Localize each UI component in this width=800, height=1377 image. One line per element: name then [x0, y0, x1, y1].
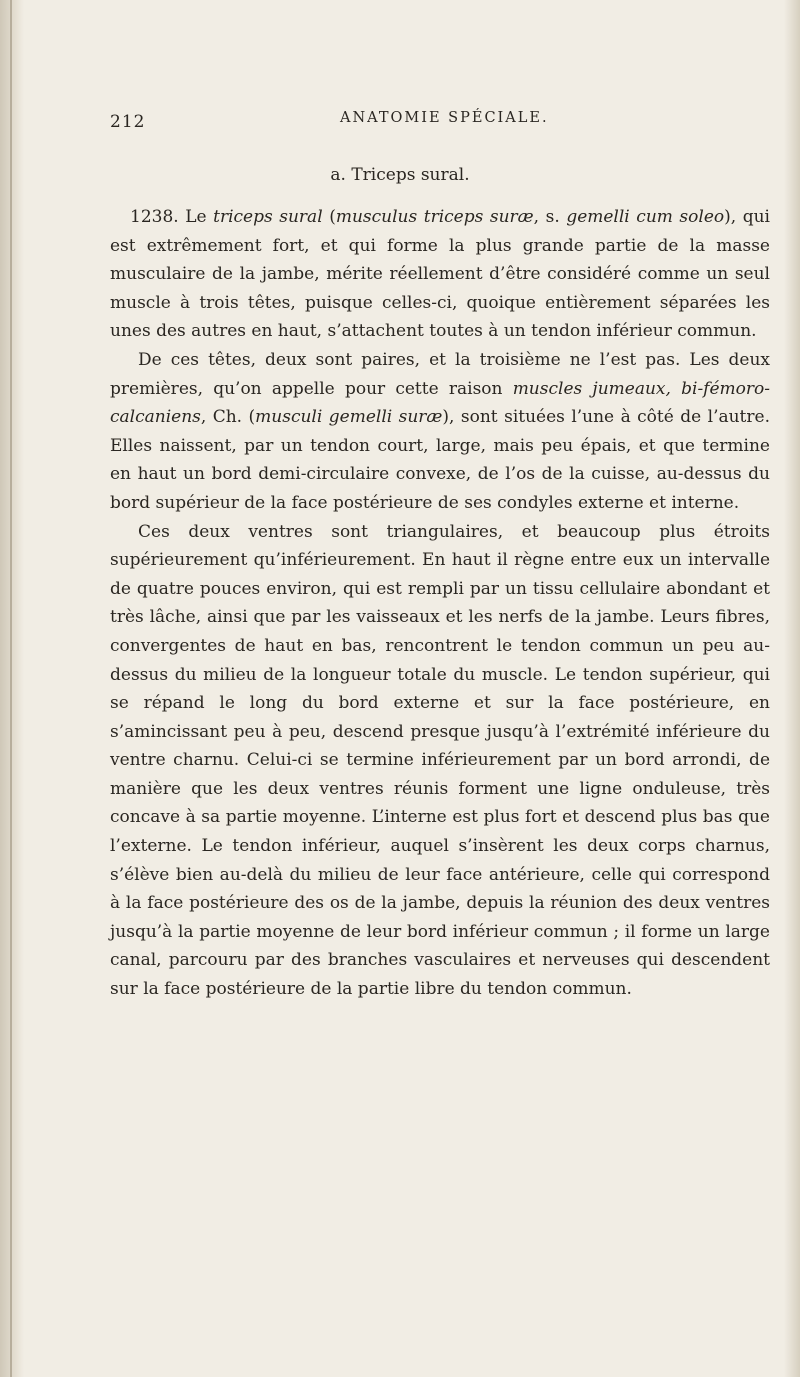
page-right-edge	[784, 0, 800, 1377]
body-text	[110, 203, 770, 1004]
latin-term: gemelli cum soleo	[566, 207, 725, 227]
paragraph-number: 1238.	[130, 207, 179, 227]
page-binding-edge	[0, 0, 24, 1377]
paragraph-1238: 1238. Le triceps sural (musculus triceps suræ, s. gemelli cum soleo), qui est extrêmement fort, et qui forme la plus grande partie de la masse musculaire de la jambe, mérite réellement d’être considéré comme un seul muscle à trois têtes, puisque celles-ci, quoique entièrement séparées les unes des autres en haut, s’attachent toutes à un tendon inférieur commun.	[110, 207, 770, 342]
gutter-shadow	[10, 0, 12, 1377]
paragraph-bellies: Ces deux ventres sont triangulaires, et beaucoup plus étroits supérieurement qu’inférieurement. En haut il règne entre eux un intervalle de quatre pouces environ, qui est rempli par un tissu cellulaire abondant et très lâche, ainsi que par les vaisseaux et les nerfs de la jambe. Leurs fibres, convergentes de haut en bas, rencontrent le tendon commun un peu au-dessus du milieu de la longueur totale du muscle. Le tendon supérieur, qui se répand le long du bord externe et sur la face postérieure, en s’amincissant peu à peu, descend presque jusqu’à l’extrémité inférieure du ventre charnu. Celui-ci se termine inférieurement par un bord arrondi, de manière que les deux ventres réunis forment une ligne onduleuse, très concave à sa partie moyenne. L’interne est plus fort et descend plus bas que l’externe. Le tendon inférieur, auquel s’insèrent les deux corps charnus, s’élève bien au-delà du milieu de leur face antérieure, celle qui correspond à la face postérieure des os de la jambe, depuis la réunion des deux ventres jusqu’à la partie moyenne de leur bord inférieur commun ; il forme un large canal, parcouru par des branches vasculaires et nerveuses qui descendent sur la face postérieure de la partie libre du tendon commun.	[110, 521, 770, 1000]
running-head: ANATOMIE SPÉCIALE.	[340, 110, 549, 126]
paragraph-heads: De ces têtes, deux sont paires, et la troisième ne l’est pas. Les deux premières, qu’on appelle pour cette raison muscles jumeaux, bi-fémoro-calcaniens, Ch. (musculi gemelli suræ), sont situées l’une à côté de l’autre. Elles naissent, par un tendon court, large, mais peu épais, et que termine en haut un bord demi-circulaire convexe, de l’os de la cuisse, au-dessus du bord supérieur de la face postérieure de ses condyles externe et interne.	[110, 349, 770, 513]
latin-term: musculus triceps suræ	[335, 207, 534, 227]
latin-term: musculi gemelli suræ	[255, 407, 443, 428]
term: triceps sural	[213, 207, 323, 227]
page-number: 212	[110, 112, 146, 132]
term: muscles jumeaux, bi-fémoro-calcaniens	[110, 378, 770, 428]
section-title: a. Triceps sural.	[330, 165, 470, 185]
page-header	[110, 106, 760, 136]
